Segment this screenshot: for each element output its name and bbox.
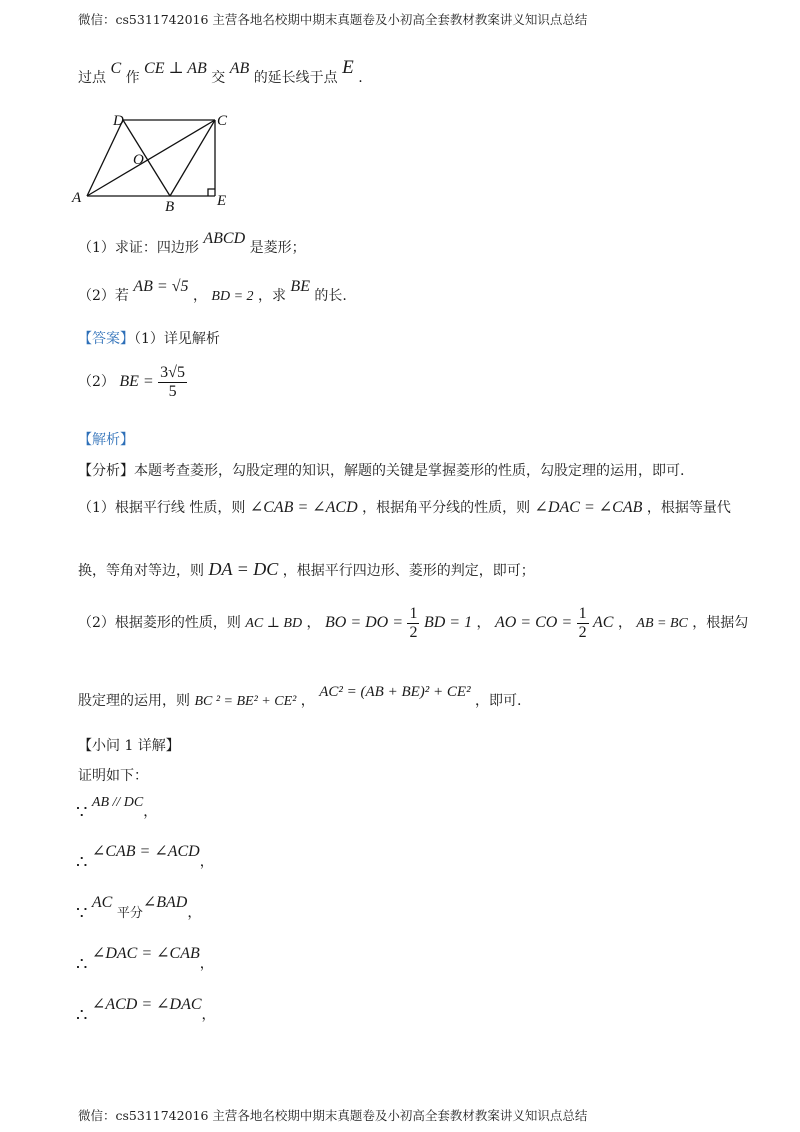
answer-fraction: $\frac{3√5}{5}$ [160,364,185,400]
label-B: B [165,199,175,215]
page-header: 微信：cs5311742016 主营各地名校期中期末真题卷及小初高全套教材教案讲义知识点总结 [78,12,588,27]
analysis-line-2: 换，等角对等边，则 DA = DC ，根据平行四边形、菱形的判定，即可； [78,559,535,579]
analysis-line-4: 股定理的运用，则 BC ² = BE² + CE² ， AC² = (AB + BE)² + CE² ，即可. [78,684,522,709]
label-C: C [217,113,228,129]
analysis-line-3: （2）根据菱形的性质，则 AC ⊥ BD ， BO = DO = $\frac{1}{2}$ BD = 1 ， AO = CO = $\frac{1}{2}$ AC ， AB = BC ，根据勾 [78,605,749,641]
question-1: （1）求证：四边形 ABCD 是菱形； [78,230,306,256]
analysis-line-1: （1）根据平行线 性质，则 ∠CAB = ∠ACD ，根据角平分线的性质，则 ∠DAC = ∠CAB ，根据等量代 [78,499,731,516]
detail-tag: 【小问 1 详解】 [78,738,180,754]
proof-step-1: ∵ AB // DC， [76,795,158,823]
question-2: （2）若 AB = √5 ， BD = 2 ，求 BE 的长. [78,278,347,304]
right-angle-mark [208,189,215,196]
answer-line-2: （2） BE = $\frac{3√5}{5}$ [78,364,185,400]
label-D: D [113,113,124,129]
fraction-half-1: $\frac{1}{2}$ [409,605,418,641]
problem-intro: 过点 C 作 CE ⊥ AB 交 AB 的延长线于点 E . [78,57,363,86]
analysis-summary: 【分析】本题考查菱形，勾股定理的知识，解题的关键是掌握菱形的性质，勾股定理的运用，即可. [78,463,685,479]
detail-intro: 证明如下： [78,768,148,784]
page-footer: 微信：cs5311742016 主营各地名校期中期末真题卷及小初高全套教材教案讲义知识点总结 [78,1108,588,1123]
answer-line-1: 【答案】（1）详见解析 [78,331,220,347]
diagonal-AC [87,120,215,196]
fraction-half-2: $\frac{1}{2}$ [578,605,587,641]
rhombus-figure [66,106,246,216]
diagonal-BD [123,120,170,196]
label-A: A [72,190,82,206]
proof-step-2: ∴ ∠CAB = ∠ACD， [76,843,214,873]
proof-step-3: ∵ AC 平分∠BAD， [76,894,202,924]
analysis-tag: 【解析】 [78,432,134,448]
proof-step-5: ∴ ∠ACD = ∠DAC， [76,996,216,1026]
side-BC [170,120,215,196]
label-O: O [133,152,144,168]
proof-step-4: ∴ ∠DAC = ∠CAB， [76,945,214,975]
label-E: E [217,193,227,209]
